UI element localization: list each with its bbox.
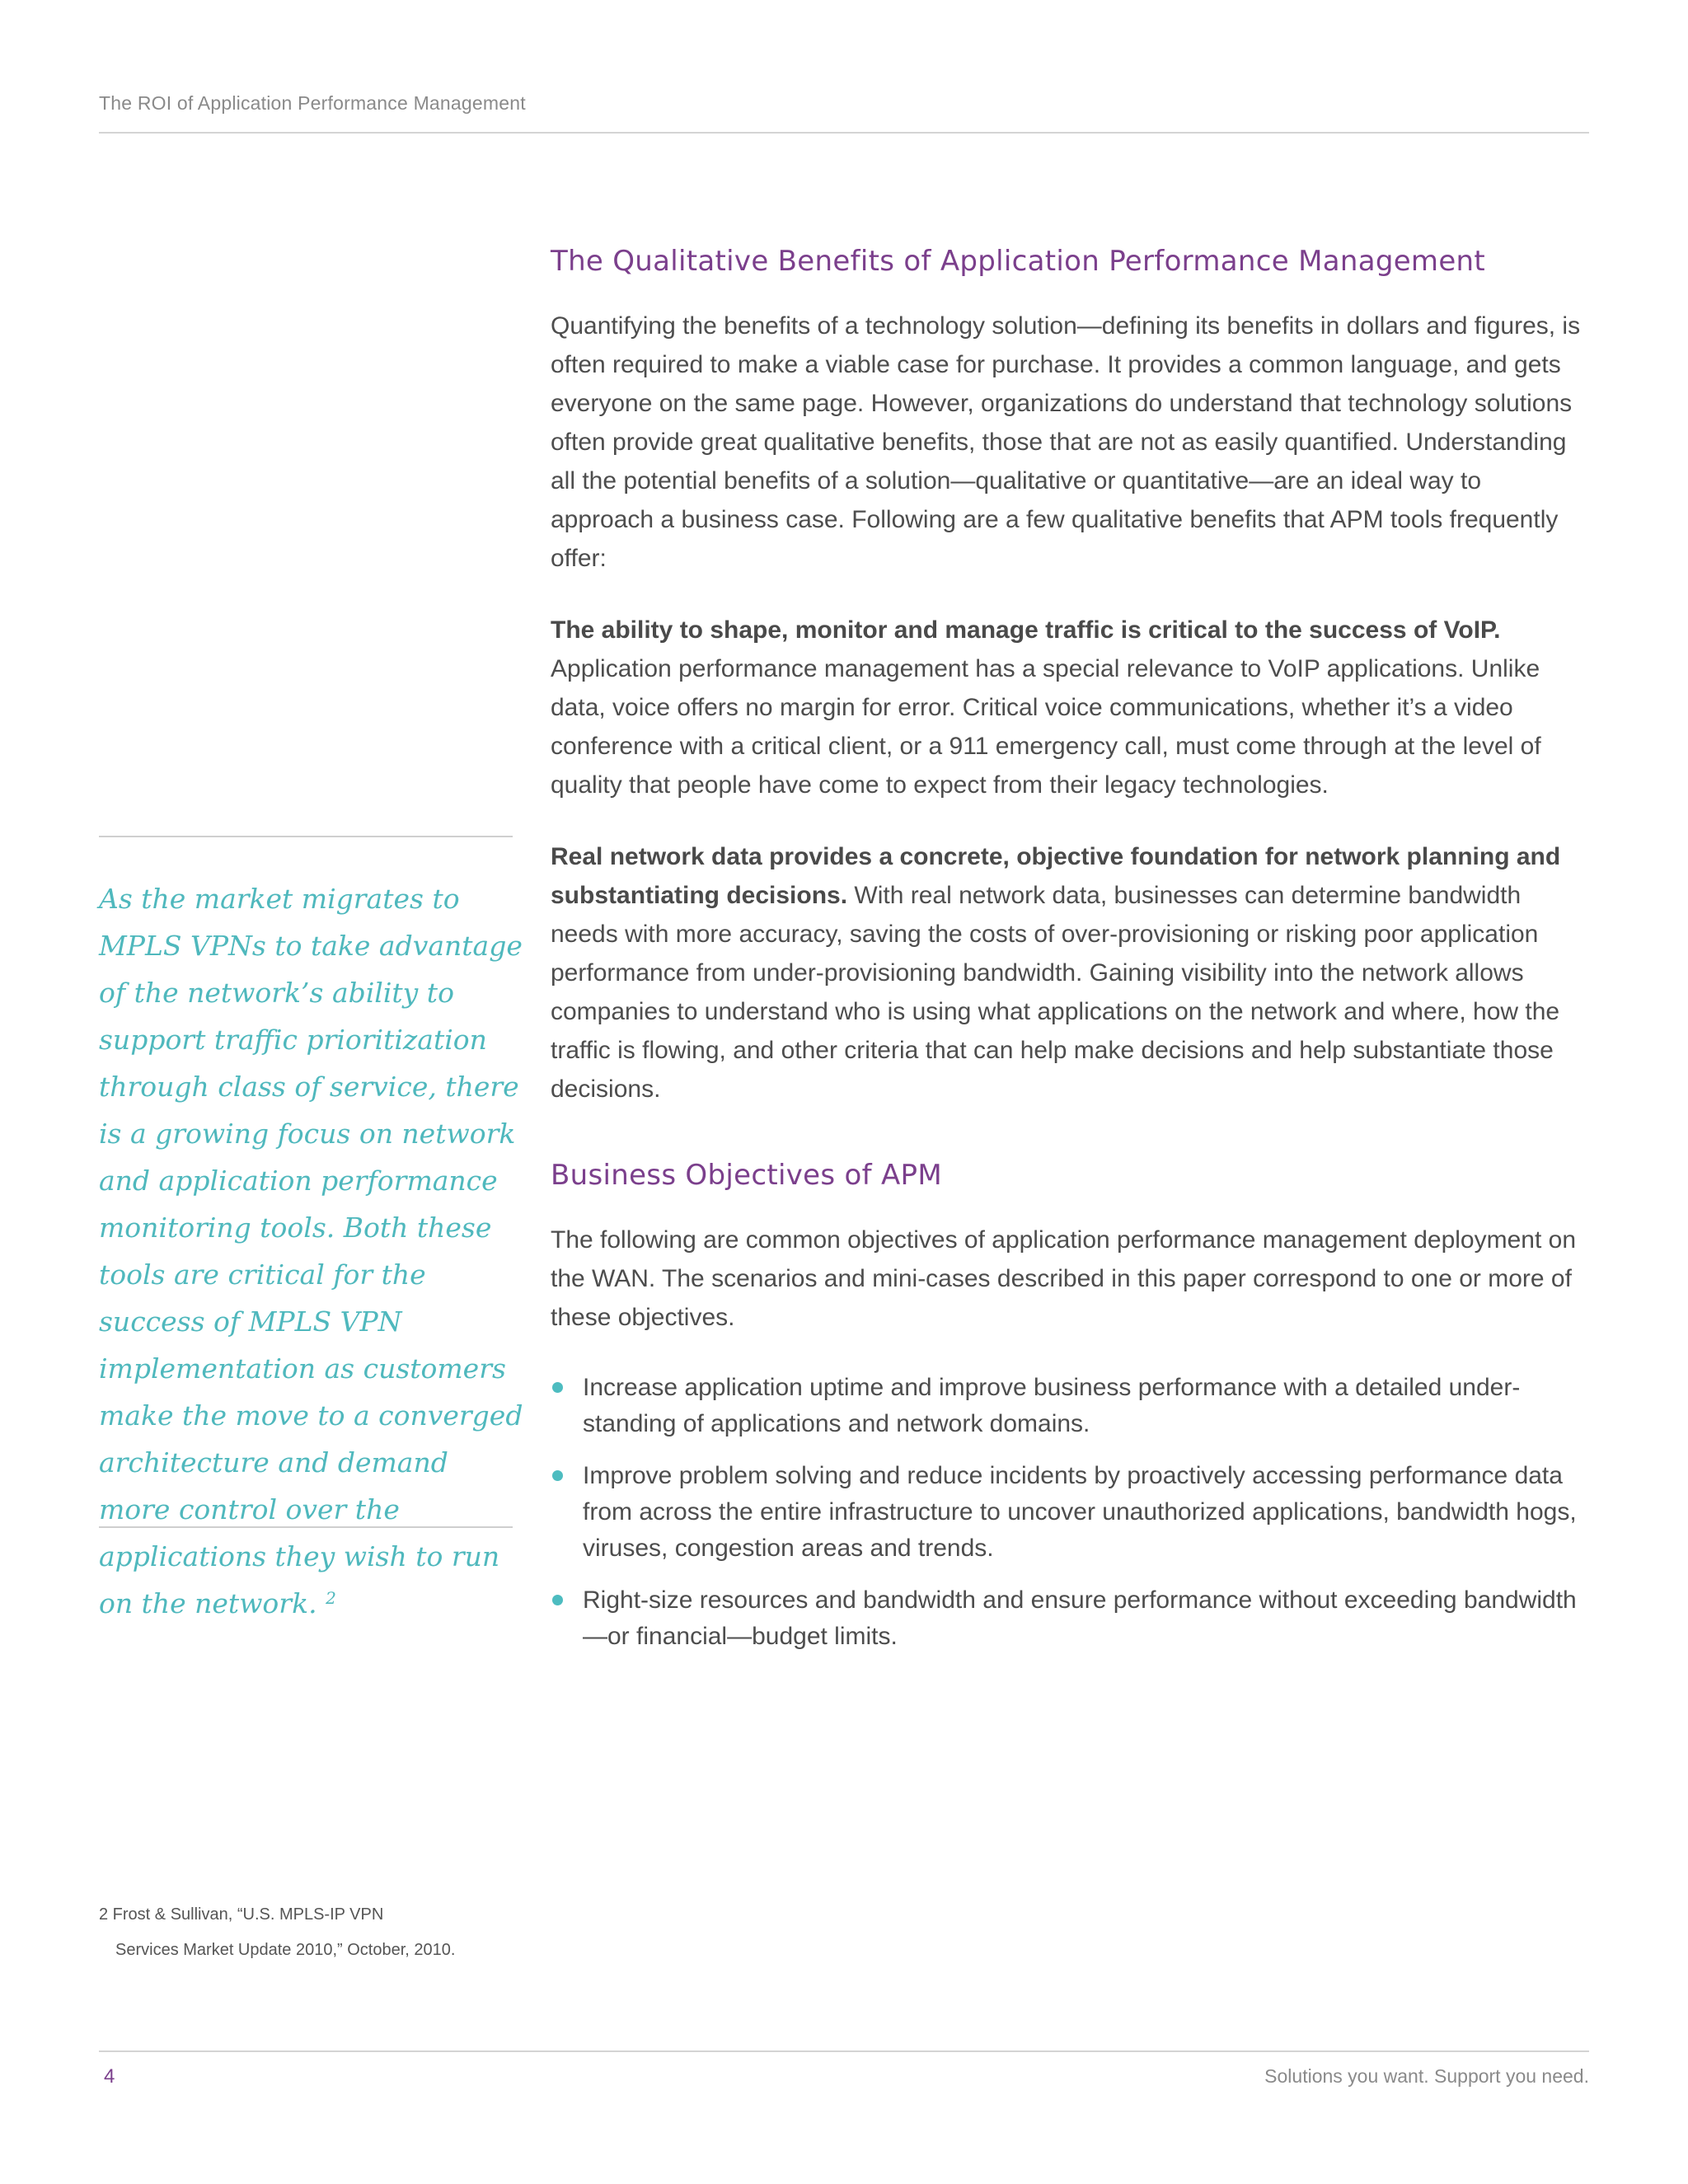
benefit-voip-paragraph	[551, 611, 1591, 804]
list-item	[551, 1582, 1591, 1655]
list-item	[551, 1458, 1591, 1567]
header-divider	[99, 132, 1589, 134]
running-header-title: The ROI of Application Performance Management	[99, 92, 526, 114]
benefit-network-data-body: With real network data, businesses can determine bandwidth needs with more accuracy, saving the costs of over-provisioning or risking poor application performance from under-provisioning bandwidth. Gaining visibility into the network allows companies to understand who is using what applications on the network and where, how the traffic is flowing, and other criteria that can help make decisions and help substantiate those decisions.	[551, 882, 1560, 1103]
list-item-text: Right-size resources and bandwidth and ensure performance without exceeding bandwidth—or financial—budget limits.	[583, 1586, 1577, 1650]
footnote	[99, 1897, 455, 1968]
pull-quote-footnote-ref: 2	[326, 1588, 336, 1608]
footer-tagline: Solutions you want. Support you need.	[1264, 2065, 1589, 2087]
main-column	[551, 239, 1591, 1671]
list-item	[551, 1370, 1591, 1442]
pull-quote-bottom-divider	[99, 1526, 513, 1528]
pull-quote	[99, 875, 528, 1627]
qualitative-intro-paragraph: Quantifying the benefits of a technology solution—defining its benefits in dollars and figures, is often required to make a viable case for purchase. It provides a common language, and gets everyone on the same page. However, organizations do understand that technology solutions often provide great qualitative benefits, those that are not as easily quantified. Understanding all the potential benefits of a solution—qualitative or quantitative—are an ideal way to approach a business case. Following are a few qualitative benefits that APM tools frequently offer:	[551, 312, 1581, 572]
section-heading-qualitative-benefits: The Qualitative Benefits of Application Performance Management	[551, 245, 1486, 278]
objectives-intro-paragraph: The following are common objectives of application performance management deployment on the WAN. The scenarios and mini-cases described in this paper correspond to one or more of these objectives.	[551, 1226, 1577, 1331]
pull-quote-top-divider	[99, 836, 513, 837]
footnote-line-2: Services Market Update 2010,” October, 2010.	[115, 1941, 456, 1959]
section-heading-business-objectives: Business Objectives of APM	[551, 1159, 942, 1192]
page-number: 4	[104, 2065, 115, 2088]
bullet-dot-icon	[552, 1470, 563, 1481]
benefit-voip-body: Application performance management has a special relevance to VoIP applications. Unlike data, voice offers no margin for error. Critical voice communications, whether it’s a video conference with a critical client, or a 911 emergency call, must come through at the level of quality that people have come to expect from their legacy technologies.	[551, 655, 1541, 799]
objectives-list	[551, 1370, 1591, 1655]
bullet-dot-icon	[552, 1382, 563, 1393]
benefit-network-data-paragraph	[551, 837, 1591, 1108]
pull-quote-text: As the market migrates to MPLS VPNs to take advantage of the network’s ability to support traffic prioritization through class of service, there is a growing focus on network and application performance monitoring tools. Both these tools are critical for the success of MPLS VPN implementation as customers make the move to a converged architecture and demand more control over the applications they wish to run on the network.	[99, 883, 523, 1619]
benefit-voip-lead: The ability to shape, monitor and manage traffic is critical to the success of VoIP.	[551, 616, 1501, 644]
benefit-network-data-lead: Real network data provides a concrete, objective foundation for network planning and substantiating decisions.	[551, 843, 1561, 909]
list-item-text: Improve problem solving and reduce incidents by proactively accessing performance data from across the entire infrastructure to uncover unauthorized applications, bandwidth hogs, viruses, congestion areas and trends.	[583, 1462, 1577, 1562]
list-item-text: Increase application uptime and improve business performance with a detailed understanding of applications and network domains.	[583, 1374, 1521, 1437]
footnote-line-1: 2 Frost & Sullivan, “U.S. MPLS-IP VPN	[99, 1905, 384, 1924]
bullet-dot-icon	[552, 1595, 563, 1605]
footer-divider	[99, 2050, 1589, 2052]
